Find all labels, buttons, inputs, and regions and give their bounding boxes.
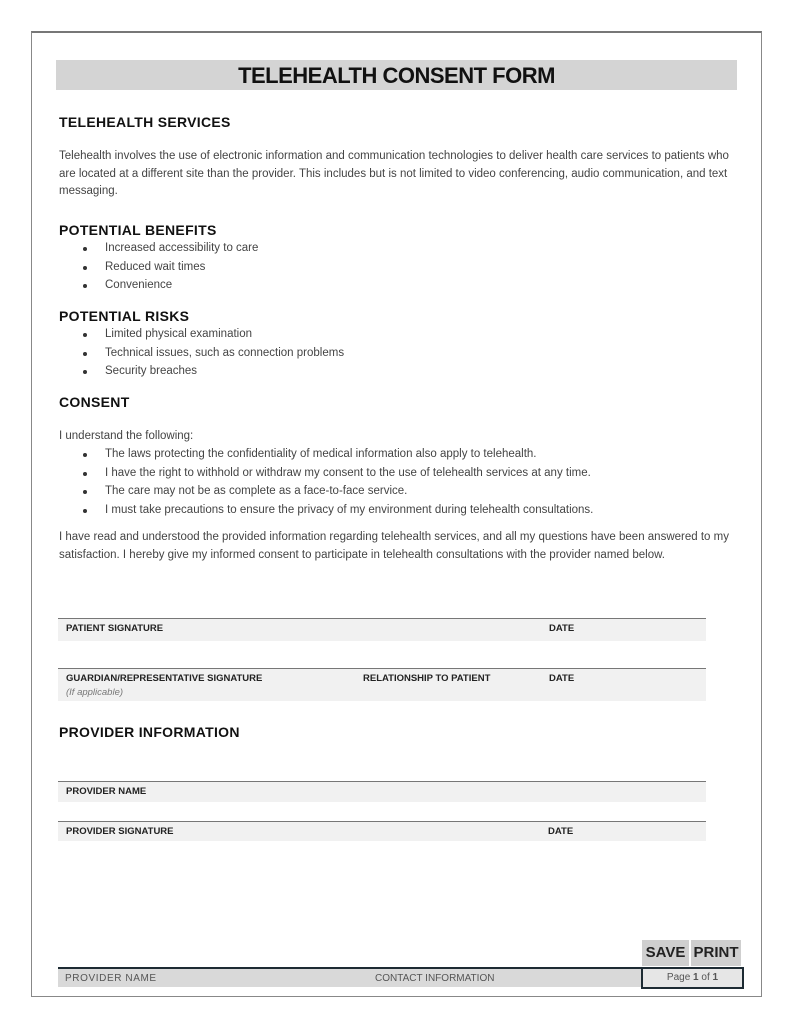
total-pages: 1	[712, 972, 719, 983]
footer-bar	[58, 967, 642, 987]
consent-statement: I have read and understood the provided information regarding telehealth services, and all my questions have been answered to my satisfaction. I hereby give my informed consent to participate in telehealth consultations with the provider named below.	[59, 531, 729, 561]
services-heading: TELEHEALTH SERVICES	[59, 114, 231, 130]
list-item: Reduced wait times	[59, 258, 258, 277]
consent-intro: I understand the following:	[59, 430, 194, 442]
patient-signature-label: PATIENT SIGNATURE	[66, 623, 164, 634]
list-item: Convenience	[59, 276, 258, 295]
form-title: TELEHEALTH CONSENT FORM	[56, 60, 737, 90]
provider-date-label: DATE	[548, 826, 574, 837]
list-item: Increased accessibility to care	[59, 239, 258, 258]
benefits-heading: POTENTIAL BENEFITS	[59, 222, 217, 238]
list-item: Technical issues, such as connection problems	[59, 344, 344, 363]
provider-signature-field[interactable]	[58, 821, 706, 841]
relationship-label: RELATIONSHIP TO PATIENT	[363, 673, 491, 684]
print-button[interactable]: PRINT	[691, 940, 741, 966]
consent-heading: CONSENT	[59, 394, 130, 410]
risks-list	[59, 325, 344, 381]
provider-signature-label: PROVIDER SIGNATURE	[66, 826, 174, 837]
patient-date-label: DATE	[549, 623, 575, 634]
footer-provider-name: PROVIDER NAME	[65, 973, 157, 984]
list-item: Security breaches	[59, 362, 344, 381]
page-label: Page	[666, 972, 691, 983]
footer-contact: CONTACT INFORMATION	[375, 973, 495, 984]
list-item: I must take precautions to ensure the privacy of my environment during telehealth consultations.	[59, 501, 593, 520]
page-indicator	[641, 967, 744, 989]
provider-name-field[interactable]	[58, 781, 706, 802]
guardian-note: (If applicable)	[66, 687, 124, 698]
guardian-date-label: DATE	[549, 673, 575, 684]
list-item: Limited physical examination	[59, 325, 344, 344]
consent-list	[59, 445, 593, 519]
current-page: 1	[693, 972, 699, 983]
services-text: Telehealth involves the use of electronic information and communication technologies to deliver health care services to patients who are located at a different site than the provider. This includes but is not limited to video conferencing, audio communication, and text messaging.	[59, 150, 729, 197]
provider-heading: PROVIDER INFORMATION	[59, 724, 240, 740]
guardian-signature-label: GUARDIAN/REPRESENTATIVE SIGNATURE	[66, 673, 263, 684]
patient-signature-field[interactable]	[58, 618, 706, 641]
benefits-list	[59, 239, 258, 295]
save-button[interactable]: SAVE	[642, 940, 689, 966]
provider-name-label: PROVIDER NAME	[66, 786, 147, 797]
guardian-signature-field[interactable]	[58, 668, 706, 701]
list-item: I have the right to withhold or withdraw my consent to the use of telehealth services at any time.	[59, 464, 593, 483]
list-item: The care may not be as complete as a face-to-face service.	[59, 482, 593, 501]
risks-heading: POTENTIAL RISKS	[59, 308, 190, 324]
list-item: The laws protecting the confidentiality of medical information also apply to telehealth.	[59, 445, 593, 464]
page-of: of	[701, 972, 710, 983]
